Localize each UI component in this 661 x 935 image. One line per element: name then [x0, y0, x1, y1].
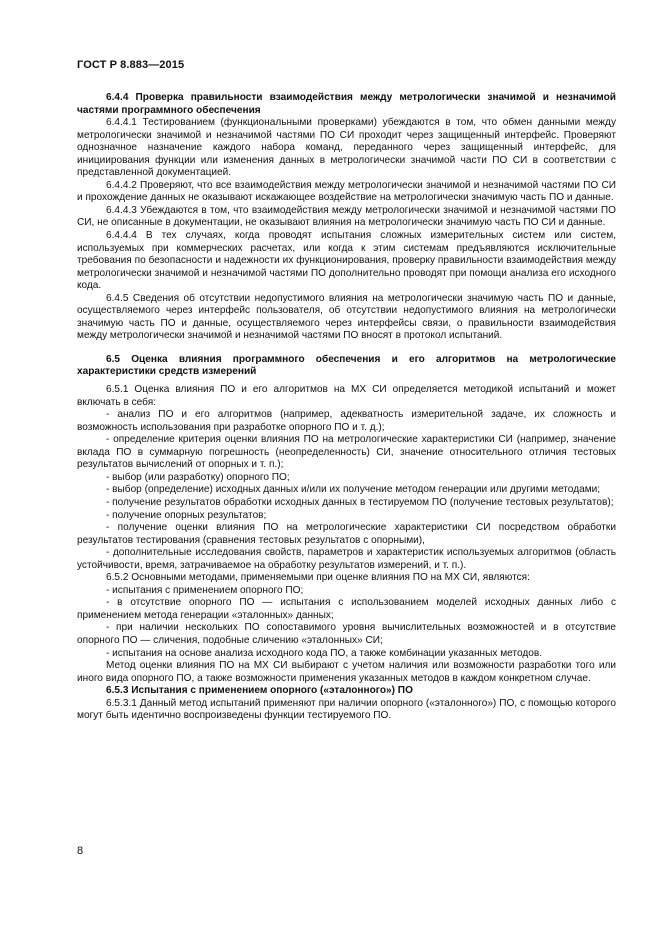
list-item: - дополнительные исследования свойств, параметров и характеристик используемых алгоритмов (область устойчивости, время, затрачиваемое на обработку результатов измерений, и т. п.).: [77, 547, 616, 571]
paragraph-6-4-4-4: 6.4.4.4 В тех случаях, когда проводят испытания сложных измерительных систем или систем, используемых при коммерческих расчетах, или когда к этим системам предъявляются исключительные требования по безопасности и надежности их функционирования, проверку правильности взаимодействия между метрологически значимой и незначимой частями ПО дополнительно проводят при помощи анализа его исходного кода.: [77, 230, 616, 292]
list-item: - при наличии нескольких ПО сопоставимого уровня вычислительных возможностей и в отсутствие опорного ПО — сличения, подобные сличению «эталонных» СИ;: [77, 622, 616, 646]
paragraph-6-4-4-3: 6.4.4.3 Убеждаются в том, что взаимодействия между метрологически значимой и незначимой частями ПО СИ, не описанные в документации, не оказывают влияния на метрологически значимую часть ПО СИ и данные.: [77, 204, 616, 229]
heading-6-4-4: 6.4.4 Проверка правильности взаимодействия между метрологически значимой и незначимой частями программного обеспечения: [77, 92, 616, 116]
paragraph-6-5-3-1: 6.5.3.1 Данный метод испытаний применяют при наличии опорного («эталонного») ПО, с помощью которого могут быть идентично воспроизведены функции тестируемого ПО.: [77, 697, 616, 722]
list-item: - выбор (или разработку) опорного ПО;: [106, 471, 290, 483]
list-item: - испытания на основе анализа исходного кода ПО, а также комбинации указанных методов.: [106, 647, 543, 659]
paragraph-6-4-4-2: 6.4.4.2 Проверяют, что все взаимодействия между метрологически значимой и незначимой частями ПО СИ и прохождение данных не оказывают искажающее воздействие на метрологически значимую часть ПО и данные.: [77, 179, 616, 204]
list-item: - анализ ПО и его алгоритмов (например, адекватность измерительной задаче, их сложность и возможность использования при разработке опорного ПО и т. д.);: [77, 409, 616, 433]
list-item: - получение результатов обработки исходных данных в тестируемом ПО (получение тестовых результатов);: [106, 496, 614, 508]
page-number: 8: [77, 845, 84, 857]
paragraph-6-4-5: 6.4.5 Сведения об отсутствии недопустимого влияния на метрологически значимую часть ПО и данные, осуществляемого через интерфейс пользователя, об отсутствии недопустимого влияния на метрологически значимую часть ПО и данные, осуществляемого через интерфейсы связи, о правильности взаимодействия между метрологически значимой и незначимой частями ПО вносят в протокол испытаний.: [77, 292, 616, 342]
list-item: - получение оценки влияния ПО на метрологические характеристики СИ посредством обработки результатов тестирования (сравнения тестовых результатов с опорными),: [77, 522, 616, 546]
list-item: - определение критерия оценки влияния ПО на метрологические характеристики СИ (например, значение вклада ПО в суммарную погрешность (неопределенность) СИ, значение относительного отличия тестовых результатов вычислений от опорных и т. п.);: [77, 434, 616, 471]
list-item: - выбор (определение) исходных данных и/или их получение методом генерации или другими методами;: [106, 484, 601, 496]
list-item: - получение опорных результатов;: [106, 509, 267, 521]
list-item: - в отсутствие опорного ПО — испытания с использованием моделей исходных данных либо с применением метода генерации «эталонных» данных;: [77, 597, 616, 621]
document-body: [77, 92, 616, 723]
list-item: - испытания с применением опорного ПО;: [106, 584, 304, 596]
paragraph-6-4-4-1: 6.4.4.1 Тестированием (функциональными проверками) убеждаются в том, что обмен данными между метрологически значимой и незначимой частями ПО СИ проходит через защищенный интерфейс. Проверяют однозначное назначение каждого набора команд, переданного через защищенный интерфейс, для инициирования функции или изменения данных в метрологически значимой части ПО СИ в соответствии с представленной документацией.: [77, 117, 616, 179]
heading-6-5: 6.5 Оценка влияния программного обеспечения и его алгоритмов на метрологические характеристики средств измерений: [77, 353, 616, 378]
paragraph-6-5-2: 6.5.2 Основными методами, применяемыми при оценке влияния ПО на МХ СИ, являются:: [106, 572, 530, 584]
document-header: ГОСТ Р 8.883—2015: [77, 59, 185, 71]
paragraph-6-5-1: 6.5.1 Оценка влияния ПО и его алгоритмов на МХ СИ определяется методикой испытаний и может включать в себя:: [77, 384, 616, 408]
paragraph-method-choice: Метод оценки влияния ПО на МХ СИ выбирают с учетом наличия или возможности разработки того или иного вида опорного ПО, а также возможности применения указанных методов в каждом конкретном случае.: [77, 660, 616, 684]
heading-6-5-3: 6.5.3 Испытания с применением опорного («эталонного») ПО: [106, 685, 413, 697]
